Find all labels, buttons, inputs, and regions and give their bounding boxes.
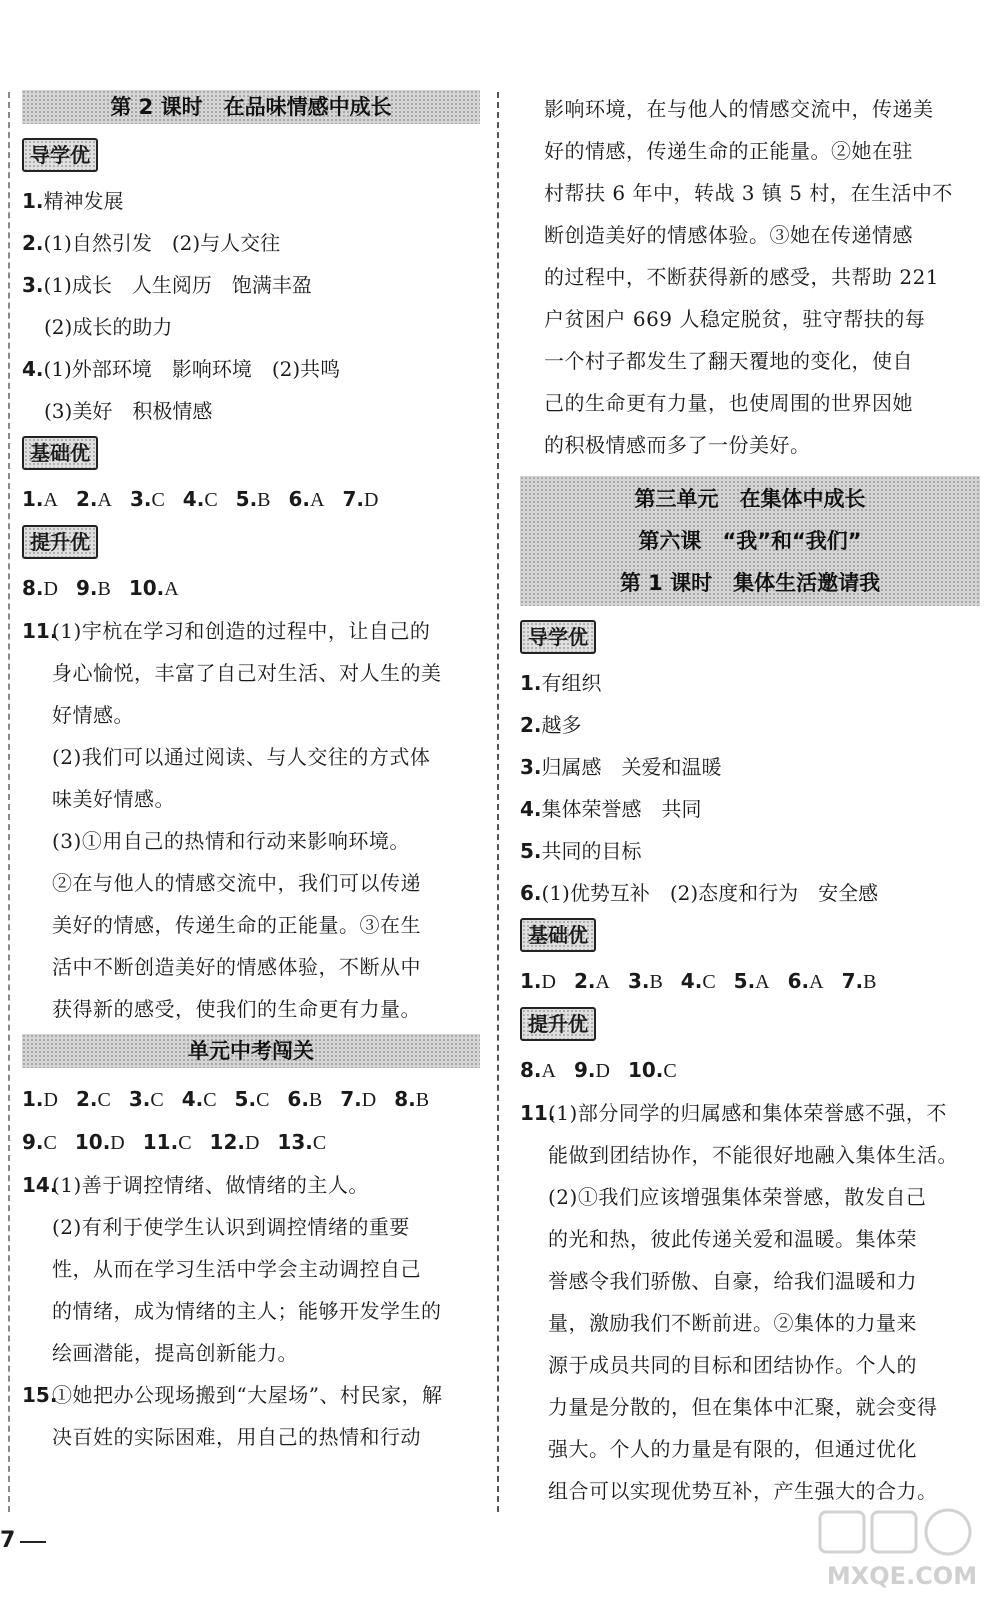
text-line: 户贫困户 669 人稳定脱贫，驻守帮扶的每 xyxy=(544,307,926,331)
guide-answers xyxy=(520,662,980,914)
answer-item xyxy=(75,1121,125,1164)
answer-letter: D xyxy=(595,1060,610,1082)
item-number: 5. xyxy=(520,839,542,863)
guide-item xyxy=(520,746,980,788)
answer-number: 8. xyxy=(520,1058,542,1082)
guide-item xyxy=(520,830,980,872)
answer-letter: B xyxy=(97,578,111,600)
question-11 xyxy=(520,1092,980,1512)
item-number: 6. xyxy=(520,881,542,905)
answer-letter: A xyxy=(164,578,179,600)
answer-item xyxy=(342,478,378,521)
text-line: 量，激励我们不断前进。②集体的力量来 xyxy=(548,1311,917,1335)
text-line: 的过程中，不断获得新的感受，共帮助 221 xyxy=(544,265,940,289)
answer-letter: C xyxy=(702,971,716,993)
answer-number: 6. xyxy=(288,487,311,511)
guide-item xyxy=(22,348,480,390)
text-line: 一个村子都发生了翻天覆地的变化，使自 xyxy=(544,349,913,373)
answer-number: 9. xyxy=(573,1058,596,1082)
answer-item xyxy=(210,1121,260,1164)
item-text: (3)美好 积极情感 xyxy=(44,399,213,423)
answer-number: 2. xyxy=(75,1087,98,1111)
guide-item xyxy=(22,222,480,264)
item-number: 4. xyxy=(520,797,542,821)
left-margin-rule xyxy=(8,92,10,1512)
answer-item xyxy=(734,960,770,1003)
answer-letter: B xyxy=(863,971,877,993)
watermark-text: MXQE.COM xyxy=(826,1562,978,1590)
text-line: 源于成员共同的目标和团结协作。个人的 xyxy=(548,1353,917,1377)
answer-item xyxy=(22,567,58,610)
text-line: 组合可以实现优势互补，产生强大的合力。 xyxy=(548,1479,938,1503)
basic-tag: 基础优 xyxy=(22,436,98,470)
item-text: (1)优势互补 (2)态度和行为 安全感 xyxy=(541,881,879,905)
basic-answers xyxy=(520,960,980,1003)
right-column xyxy=(520,88,980,1512)
answer-item xyxy=(129,1078,164,1121)
text-line: (2)①我们应该增强集体荣誉感，散发自己 xyxy=(548,1185,927,1209)
answer-number: 5. xyxy=(733,969,756,993)
answer-number: 13. xyxy=(277,1130,313,1154)
answer-letter: D xyxy=(244,1132,260,1154)
answer-item xyxy=(681,960,716,1003)
improve-tag: 提升优 xyxy=(520,1007,596,1041)
answer-letter: C xyxy=(204,489,218,511)
answer-item xyxy=(76,478,112,521)
item-text: (1)成长 人生阅历 饱满丰盈 xyxy=(43,273,312,297)
guide-item xyxy=(520,788,980,830)
answer-number: 5. xyxy=(234,1087,257,1111)
text-line: 断创造美好的情感体验。③她在传递情感 xyxy=(544,223,913,247)
question-15 xyxy=(22,1374,480,1458)
lesson6-title: 第六课 “我”和“我们” xyxy=(638,529,862,553)
answer-number: 9. xyxy=(75,576,98,600)
column-divider xyxy=(497,92,499,1512)
basic-tag: 基础优 xyxy=(520,918,596,952)
answer-number: 7. xyxy=(340,1087,362,1111)
answer-letter: A xyxy=(97,489,112,511)
text-line: 能做到团结协作，不能很好地融入集体生活。 xyxy=(548,1143,958,1167)
answer-number: 1. xyxy=(22,487,44,511)
item-text: 集体荣誉感 共同 xyxy=(541,797,702,821)
answer-letter: C xyxy=(256,1089,270,1111)
answer-item xyxy=(22,1078,58,1121)
answer-number: 1. xyxy=(520,969,542,993)
exam-answers-row2 xyxy=(22,1121,480,1164)
answer-item xyxy=(574,960,610,1003)
text-line: 好的情感，传递生命的正能量。②她在驻 xyxy=(544,139,913,163)
guide-item xyxy=(22,390,480,432)
answer-letter: D xyxy=(110,1132,125,1154)
improve-answers xyxy=(520,1049,980,1092)
question-11 xyxy=(22,610,480,1030)
answer-letter: D xyxy=(364,489,379,511)
item-text: 共同的目标 xyxy=(541,839,642,863)
answer-item xyxy=(236,478,271,521)
item-number: 1. xyxy=(22,189,44,213)
q14-number: 14. xyxy=(22,1173,58,1197)
unit-title: 第三单元 在集体中成长 xyxy=(634,487,866,511)
answer-item xyxy=(130,478,165,521)
answer-item xyxy=(842,960,877,1003)
answer-number: 10. xyxy=(74,1130,111,1154)
text-line: ②在与他人的情感交流中，我们可以传递 xyxy=(52,871,421,895)
item-text: 有组织 xyxy=(541,671,602,695)
text-line: 获得新的感受，使我们的生命更有力量。 xyxy=(52,997,421,1021)
text-line: 绘画潜能，提高创新能力。 xyxy=(52,1341,298,1365)
guide-item xyxy=(520,704,980,746)
unit-exam-band: 单元中考闯关 xyxy=(22,1034,480,1068)
guide-item xyxy=(520,662,980,704)
text-line: ①她把办公现场搬到“大屋场”、村民家，解 xyxy=(52,1383,443,1407)
answer-item xyxy=(76,567,111,610)
text-line: (2)我们可以通过阅读、与人交往的方式体 xyxy=(52,745,431,769)
item-text: 越多 xyxy=(541,713,582,737)
text-line: 誉感令我们骄傲、自豪，给我们温暖和力 xyxy=(548,1269,917,1293)
unit-title-band xyxy=(520,476,980,606)
answer-item xyxy=(340,1078,376,1121)
item-text: (1)自然引发 (2)与人交往 xyxy=(43,231,281,255)
answer-letter: D xyxy=(43,1089,58,1111)
text-line: 的光和热，彼此传递关爱和温暖。集体荣 xyxy=(548,1227,917,1251)
answer-number: 7. xyxy=(841,969,864,993)
answer-number: 9. xyxy=(22,1130,44,1154)
answer-number: 8. xyxy=(394,1087,416,1111)
item-number: 2. xyxy=(520,713,542,737)
text-line: (1)部分同学的归属感和集体荣誉感不强，不 xyxy=(548,1101,947,1125)
page-number-rule xyxy=(20,1541,46,1543)
answer-item xyxy=(394,1078,429,1121)
guide-item xyxy=(22,264,480,306)
text-line: (3)①用自己的热情和行动来影响环境。 xyxy=(52,829,410,853)
answer-letter: D xyxy=(361,1089,377,1111)
answer-item xyxy=(289,478,325,521)
item-text: (1)外部环境 影响环境 (2)共鸣 xyxy=(43,357,341,381)
text-line: 美好的情感，传递生命的正能量。③在生 xyxy=(52,913,421,937)
answer-item xyxy=(277,1121,326,1164)
watermark-logo xyxy=(812,1506,992,1596)
text-line: (1)宇杭在学习和创造的过程中，让自己的 xyxy=(52,619,431,643)
text-line: (2)有利于使学生认识到调控情绪的重要 xyxy=(52,1215,410,1239)
answer-letter: B xyxy=(257,489,271,511)
basic-answers xyxy=(22,478,480,521)
answer-item xyxy=(76,1078,111,1121)
answer-letter: C xyxy=(178,1132,192,1154)
answer-letter: A xyxy=(310,489,325,511)
exam-answers-row1 xyxy=(22,1078,480,1121)
answer-number: 1. xyxy=(22,1087,44,1111)
answer-number: 6. xyxy=(287,1087,309,1111)
answer-number: 3. xyxy=(627,969,650,993)
text-line: 的情绪，成为情绪的主人；能够开发学生的 xyxy=(52,1299,442,1323)
answer-letter: C xyxy=(312,1132,327,1154)
item-number: 3. xyxy=(520,755,542,779)
answer-item xyxy=(22,478,58,521)
item-text: 精神发展 xyxy=(43,189,124,213)
answer-item xyxy=(628,960,663,1003)
guide-item xyxy=(22,180,480,222)
answer-item xyxy=(183,478,218,521)
guide-tag: 导学优 xyxy=(22,138,98,172)
lesson1-title: 第 1 课时 集体生活邀请我 xyxy=(619,571,881,595)
answer-item xyxy=(628,1049,677,1092)
text-line: (1)善于调控情绪、做情绪的主人。 xyxy=(52,1173,369,1197)
answer-letter: A xyxy=(541,1060,556,1082)
answer-number: 4. xyxy=(680,969,703,993)
answer-item xyxy=(143,1121,192,1164)
text-line: 强大。个人的力量是有限的，但通过优化 xyxy=(548,1437,917,1461)
q15-number: 15. xyxy=(22,1383,58,1407)
answer-number: 3. xyxy=(129,487,152,511)
answer-number: 12. xyxy=(209,1130,245,1154)
answer-item xyxy=(520,1049,556,1092)
answer-item xyxy=(22,1121,57,1164)
answer-number: 6. xyxy=(787,969,810,993)
answer-number: 2. xyxy=(573,969,596,993)
answer-number: 11. xyxy=(142,1130,179,1154)
answer-letter: A xyxy=(755,971,770,993)
q11-number: 11. xyxy=(520,1101,556,1125)
guide-item xyxy=(520,872,980,914)
item-number: 3. xyxy=(22,273,44,297)
guide-item xyxy=(22,306,480,348)
text-line: 力量是分散的，但在集体中汇聚，就会变得 xyxy=(548,1395,938,1419)
left-column xyxy=(22,90,480,1458)
q11-number: 11. xyxy=(22,619,58,643)
text-line: 活中不断创造美好的情感体验，不断从中 xyxy=(52,955,421,979)
answer-letter: D xyxy=(43,578,58,600)
answer-number: 7. xyxy=(342,487,364,511)
item-number: 4. xyxy=(22,357,44,381)
answer-letter: C xyxy=(663,1060,677,1082)
improve-tag: 提升优 xyxy=(22,525,98,559)
text-line: 身心愉悦，丰富了自己对生活、对人生的美 xyxy=(52,661,442,685)
lesson-title-band: 第 2 课时 在品味情感中成长 xyxy=(22,90,480,124)
answer-number: 10. xyxy=(128,576,165,600)
answer-letter: C xyxy=(43,1132,57,1154)
answer-number: 10. xyxy=(627,1058,664,1082)
answer-number: 8. xyxy=(22,576,44,600)
answer-letter: A xyxy=(595,971,610,993)
answer-number: 2. xyxy=(75,487,98,511)
answer-letter: C xyxy=(97,1089,111,1111)
item-text: 归属感 关爱和温暖 xyxy=(541,755,722,779)
text-line: 己的生命更有力量，也使周围的世界因她 xyxy=(544,391,913,415)
answer-letter: A xyxy=(43,489,58,511)
answer-letter: C xyxy=(151,489,165,511)
answer-item xyxy=(520,960,556,1003)
item-number: 1. xyxy=(520,671,542,695)
answer-item xyxy=(182,1078,217,1121)
text-line: 性，从而在学习生活中学会主动调控自己 xyxy=(52,1257,421,1281)
answer-number: 3. xyxy=(128,1087,151,1111)
question-14 xyxy=(22,1164,480,1374)
answer-item xyxy=(788,960,824,1003)
text-line: 好情感。 xyxy=(52,703,134,727)
item-number: 2. xyxy=(22,231,44,255)
guide-tag: 导学优 xyxy=(520,620,596,654)
improve-answers xyxy=(22,567,480,610)
q15-continuation xyxy=(520,88,980,466)
answer-item xyxy=(129,567,179,610)
answer-number: 4. xyxy=(182,487,205,511)
answer-letter: B xyxy=(415,1089,430,1111)
text-line: 的积极情感而多了一份美好。 xyxy=(544,433,811,457)
guide-answers xyxy=(22,180,480,432)
answer-letter: B xyxy=(649,971,663,993)
answer-item xyxy=(574,1049,610,1092)
item-text: (2)成长的助力 xyxy=(44,315,173,339)
answer-letter: C xyxy=(203,1089,217,1111)
text-line: 决百姓的实际困难，用自己的热情和行动 xyxy=(52,1425,421,1449)
answer-letter: D xyxy=(541,971,556,993)
answer-item xyxy=(287,1078,322,1121)
answer-number: 4. xyxy=(181,1087,204,1111)
answer-letter: C xyxy=(150,1089,164,1111)
answer-letter: A xyxy=(809,971,824,993)
text-line: 影响环境，在与他人的情感交流中，传递美 xyxy=(544,97,934,121)
text-line: 味美好情感。 xyxy=(52,787,175,811)
answer-letter: B xyxy=(308,1089,323,1111)
answer-item xyxy=(235,1078,270,1121)
page-number: 7 xyxy=(0,1528,16,1553)
answer-number: 5. xyxy=(235,487,258,511)
text-line: 村帮扶 6 年中，转战 3 镇 5 村，在生活中不 xyxy=(544,181,953,205)
